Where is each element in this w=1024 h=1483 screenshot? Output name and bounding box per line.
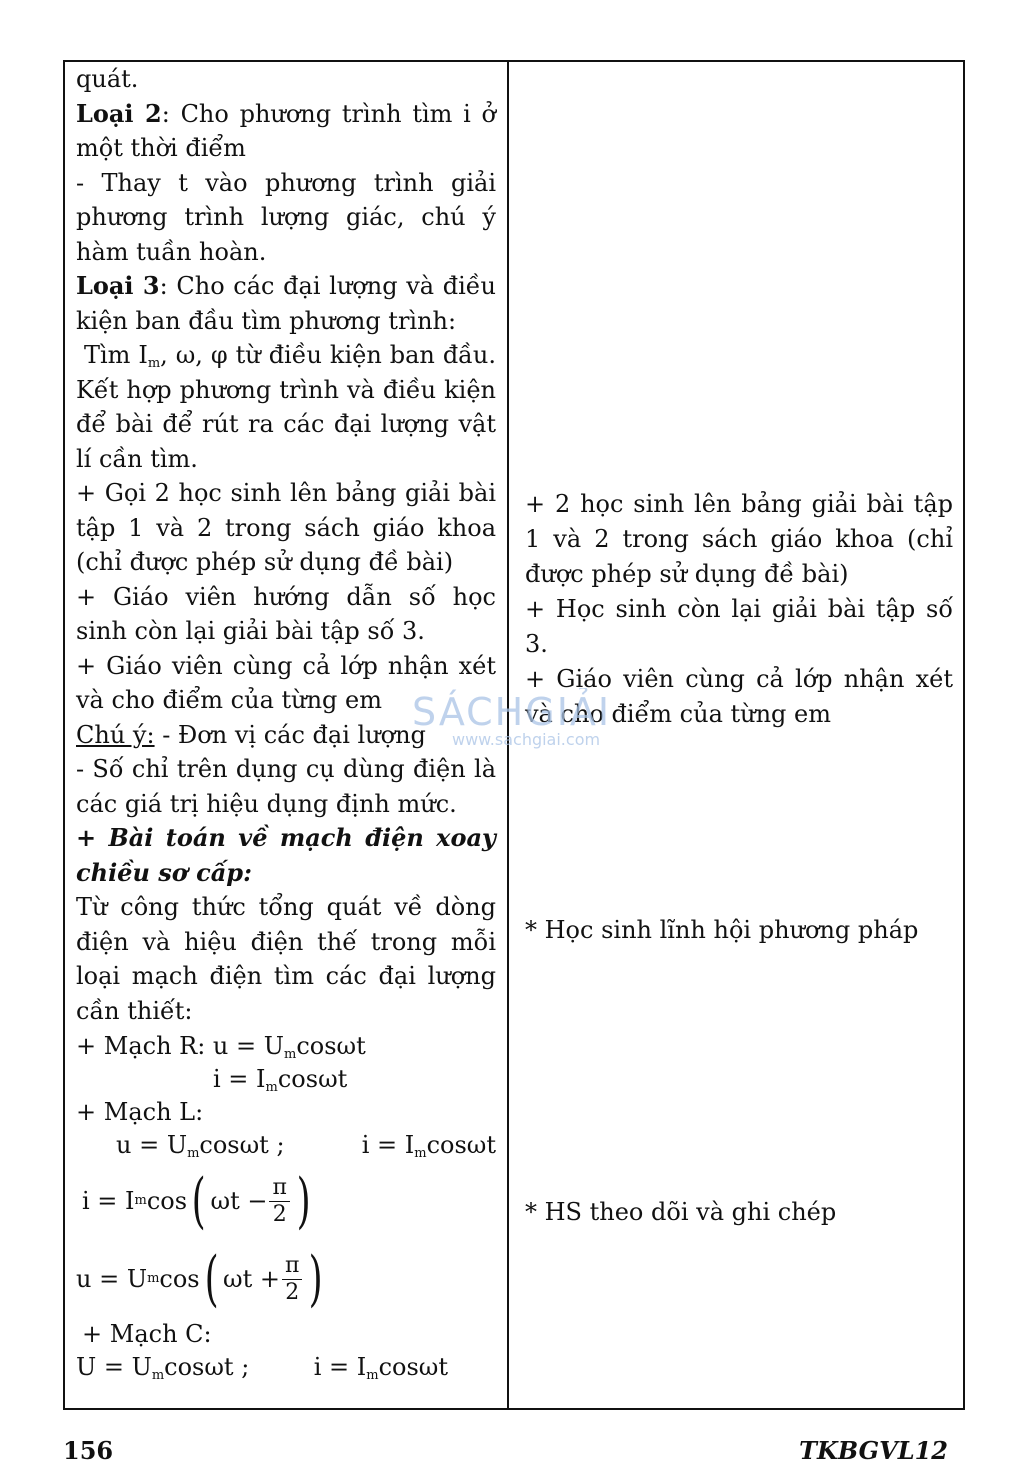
paragraph: + Gọi 2 học sinh lên bảng giải bài tập 1 và 2 trong sách giáo khoa (chỉ được phép sử dụng đề bài) — [76, 479, 496, 576]
denominator: 2 — [285, 1279, 300, 1305]
subscript: m — [283, 1047, 297, 1062]
fraction — [282, 1253, 302, 1306]
section-heading: + Bài toán về mạch điện xoay chiều sơ cấp: — [76, 823, 496, 887]
student-activity-note — [525, 1195, 953, 1230]
subscript: m — [366, 1368, 379, 1383]
book-code: TKBGVL12 — [799, 1436, 948, 1465]
circuit-l-formulas — [76, 1096, 496, 1318]
formula-line — [76, 1063, 496, 1096]
text: , ω, φ từ điều kiện ban đầu. Kết hợp phương trình và điều kiện để bài để rút ra các đại lượng vật lí cần tìm. — [76, 341, 496, 473]
text: cosωt — [426, 1131, 496, 1159]
type-3-paragraph — [76, 269, 496, 338]
subscript: m — [147, 356, 161, 371]
type-3-label: Loại 3 — [76, 271, 160, 300]
text: ωt + — [223, 1264, 280, 1293]
paragraph: + Học sinh còn lại giải bài tập số 3. — [525, 595, 953, 658]
paragraph: - Số chỉ trên dụng cụ dùng điện là các giá trị hiệu dụng định mức. — [76, 755, 496, 818]
text: cosωt ; — [199, 1131, 285, 1159]
numerator: π — [282, 1253, 302, 1280]
type-2-label: Loại 2 — [76, 98, 162, 128]
text: cos — [146, 1186, 188, 1215]
type-2-text: : Cho phương trình tìm i ở một thời điểm — [76, 99, 497, 162]
text: u = U — [116, 1131, 188, 1159]
formula-line — [76, 1351, 448, 1384]
right-paren: ) — [296, 1166, 311, 1236]
note-label: Chú ý: — [76, 720, 155, 749]
u-expr — [76, 1351, 249, 1384]
watermark-url: www.sachgiai.com — [452, 730, 601, 749]
paragraph: Từ công thức tổng quát về dòng điện và hiệu điện thế trong mỗi loại mạch điện tìm các đại lượng cần thiết: — [76, 893, 496, 1025]
circuit-c-formulas — [76, 1318, 496, 1384]
subscript: m — [414, 1146, 427, 1161]
formula-line: i = I m cos ( ωt − $\frac{\pi}{2}$ ) — [82, 1166, 311, 1236]
paragraph — [76, 338, 496, 476]
paragraph: + Giáo viên cùng cả lớp nhận xét và cho điểm của từng em — [525, 665, 953, 728]
circuit-r-formulas — [76, 1030, 496, 1096]
paragraph: * HS theo dõi và ghi chép — [525, 1198, 837, 1226]
text: cosωt — [277, 1065, 348, 1093]
text: cos — [159, 1264, 200, 1293]
left-paren: ( — [204, 1244, 219, 1314]
formula-line: + Mạch C: — [82, 1320, 212, 1348]
subscript: m — [265, 1080, 278, 1095]
fraction — [269, 1175, 289, 1228]
left-paren: ( — [191, 1166, 206, 1236]
text: i = I — [213, 1065, 266, 1093]
paragraph: + Giáo viên cùng cả lớp nhận xét và cho điểm của từng em — [76, 651, 496, 714]
text: cosωt ; — [164, 1353, 250, 1381]
paragraph: + Giáo viên hướng dẫn số học sinh còn lại giải bài tập số 3. — [76, 582, 496, 645]
text: Tìm I — [83, 341, 148, 369]
type-3-text: : Cho các đại lượng và điều kiện ban đầu tìm phương trình: — [76, 272, 497, 335]
text: ωt − — [210, 1186, 268, 1215]
paragraph: - Thay t vào phương trình giải phương trình lượng giác, chú ý hàm tuần hoàn. — [76, 168, 496, 266]
right-paren: ) — [309, 1244, 324, 1314]
watermark-brand: SÁCHGIẢI — [412, 690, 612, 734]
student-activity-note — [525, 913, 953, 948]
text: cosωt — [378, 1353, 448, 1381]
formula-line — [76, 1030, 496, 1063]
text: u = U — [76, 1264, 148, 1293]
watermark-logo — [412, 690, 611, 749]
text: + Mạch R: u = U — [76, 1032, 284, 1060]
type-2-paragraph — [76, 97, 496, 166]
paragraph: * Học sinh lĩnh hội phương pháp — [525, 916, 919, 944]
denominator: 2 — [272, 1201, 287, 1227]
formula-line: u = U m cos ( ωt + $\frac{\pi}{2}$ ) — [76, 1244, 324, 1314]
numerator: π — [269, 1175, 289, 1202]
subscript: m — [151, 1368, 165, 1383]
subscript: m — [187, 1146, 200, 1161]
paragraph: + 2 học sinh lên bảng giải bài tập 1 và 2 trong sách giáo khoa (chỉ được phép sử dụng đề bài) — [525, 490, 953, 588]
page-number: 156 — [63, 1436, 114, 1465]
text: i = I — [361, 1131, 415, 1159]
i-expr — [314, 1351, 448, 1384]
text: i = I — [82, 1186, 135, 1215]
formula-line: + Mạch L: — [76, 1098, 204, 1126]
text: U = U — [76, 1353, 152, 1381]
text: cosωt — [296, 1032, 366, 1060]
note-text: - Đơn vị các đại lượng — [154, 720, 426, 749]
formula-line — [76, 1129, 496, 1162]
text-line: quát. — [76, 65, 139, 93]
u-expr — [116, 1129, 285, 1162]
text: i = I — [313, 1353, 367, 1381]
i-expr — [362, 1129, 496, 1162]
